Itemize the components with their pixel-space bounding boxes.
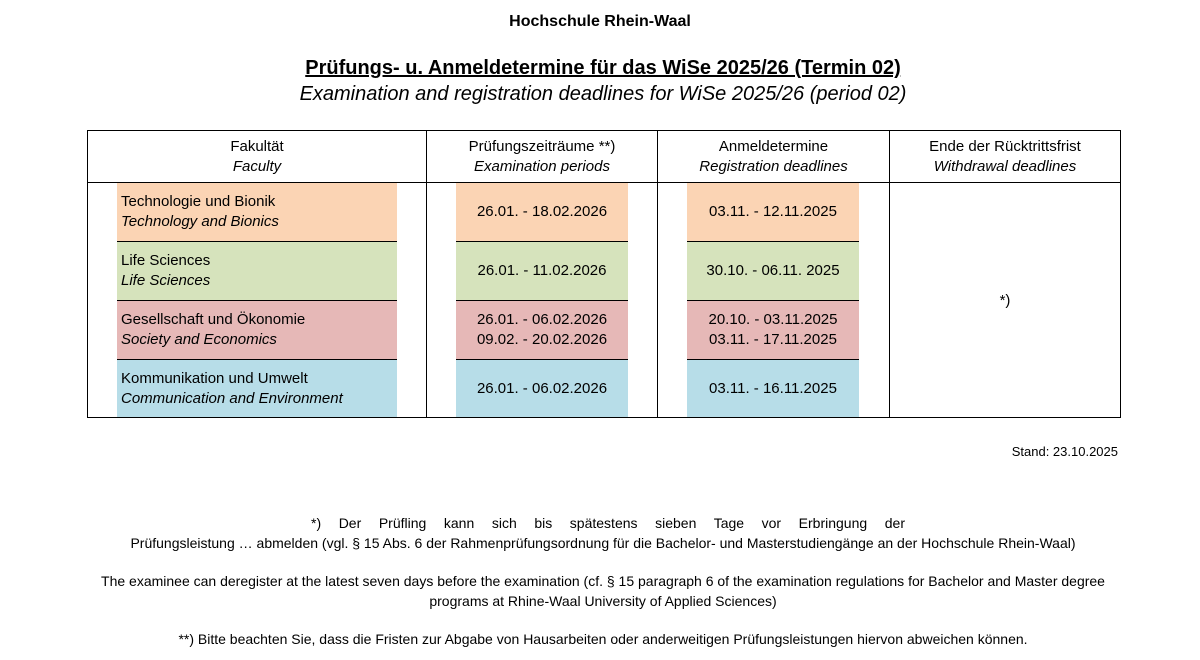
row-separator — [456, 241, 628, 242]
registration-cell — [687, 183, 859, 241]
header-registration — [658, 137, 889, 177]
header-registration-en: Registration deadlines — [699, 158, 848, 175]
exam-period-cell — [456, 242, 628, 300]
row-separator — [456, 359, 628, 360]
row-separator — [456, 300, 628, 301]
withdrawal-note-ref: *) — [999, 291, 1011, 309]
header-withdrawal-de: Ende der Rücktrittsfrist — [929, 138, 1081, 155]
page-title-en: Examination and registration deadlines for WiSe 2025/26 (period 02) — [299, 83, 907, 105]
registration-deadline: 20.10. - 03.11.2025 — [708, 311, 838, 328]
header-faculty-de: Fakultät — [230, 138, 284, 155]
exam-period-cell — [456, 183, 628, 241]
faculty-name-en: Technology and Bionics — [121, 213, 279, 230]
institution-name: Hochschule Rhein-Waal — [509, 13, 691, 30]
registration-deadline: 03.11. - 16.11.2025 — [709, 379, 837, 397]
registration-cell — [687, 301, 859, 359]
header-registration-de: Anmeldetermine — [718, 138, 829, 155]
faculty-cell-technology — [117, 183, 397, 241]
faculty-name-en: Communication and Environment — [121, 389, 343, 407]
registration-deadline: 03.11. - 12.11.2025 — [709, 203, 837, 220]
registration-cell — [687, 360, 859, 417]
status-date: Stand: 23.10.2025 — [1011, 444, 1118, 459]
row-separator — [117, 300, 397, 301]
registration-deadline-second: 03.11. - 17.11.2025 — [709, 331, 837, 348]
page-title-de: Prüfungs- u. Anmeldetermine für das WiSe 2025/26 (Termin 02) — [305, 57, 901, 79]
row-separator — [687, 300, 859, 301]
registration-cell — [687, 242, 859, 300]
faculty-name-de: Gesellschaft und Ökonomie — [121, 311, 306, 328]
faculty-cell-life-sciences — [117, 242, 397, 300]
footnote-exam-periods: **) Bitte beachten Sie, dass die Fristen zur Abgabe von Hausarbeiten oder anderweitigen Prüfungsleistungen hiervon abweichen können. — [178, 631, 1028, 647]
header-faculty — [88, 137, 426, 177]
exam-period-second: 09.02. - 20.02.2026 — [476, 331, 608, 348]
faculty-name-de: Technologie und Bionik — [121, 193, 276, 210]
faculty-name-en: Life Sciences — [121, 272, 211, 289]
exam-period-cell — [456, 301, 628, 359]
row-separator — [117, 241, 397, 242]
faculty-name-de: Life Sciences — [121, 252, 211, 269]
exam-period: 26.01. - 11.02.2026 — [477, 262, 607, 279]
header-faculty-en: Faculty — [232, 158, 282, 175]
faculty-cell-communication — [117, 360, 397, 417]
header-withdrawal — [890, 137, 1120, 177]
row-separator — [687, 359, 859, 360]
exam-period: 26.01. - 06.02.2026 — [476, 311, 608, 328]
exam-period: 26.01. - 18.02.2026 — [476, 203, 608, 220]
footnote-withdrawal-en: The examinee can deregister at the latest seven days before the examination (cf. § 15 paragraph 6 of the examination regulations for Bachelor and Master degree programs at Rhine-Waal University of Applied Sciences) — [101, 573, 1105, 609]
header-withdrawal-en: Withdrawal deadlines — [933, 158, 1077, 175]
header-exam-periods-en: Examination periods — [474, 158, 610, 175]
row-separator — [117, 359, 397, 360]
faculty-name-en: Society and Economics — [121, 331, 277, 348]
exam-period-cell — [456, 360, 628, 417]
footnote-withdrawal-line1: *) Der Prüfling kann sich bis spätestens sieben Tage vor Erbringung der — [311, 515, 905, 531]
footnote-withdrawal-line2: Prüfungsleistung … abmelden (vgl. § 15 Abs. 6 der Rahmenprüfungsordnung für die Bachelor- und Masterstudiengänge an der Hochschule Rhein-Waal) — [130, 535, 1076, 551]
row-separator — [687, 241, 859, 242]
header-exam-periods-de: Prüfungszeiträume **) — [468, 138, 616, 155]
withdrawal-cell — [890, 183, 1120, 417]
exam-period: 26.01. - 06.02.2026 — [476, 379, 608, 397]
faculty-name-de: Kommunikation und Umwelt — [121, 369, 308, 387]
header-exam-periods — [427, 137, 657, 177]
faculty-cell-society — [117, 301, 397, 359]
registration-deadline: 30.10. - 06.11. 2025 — [706, 262, 840, 279]
